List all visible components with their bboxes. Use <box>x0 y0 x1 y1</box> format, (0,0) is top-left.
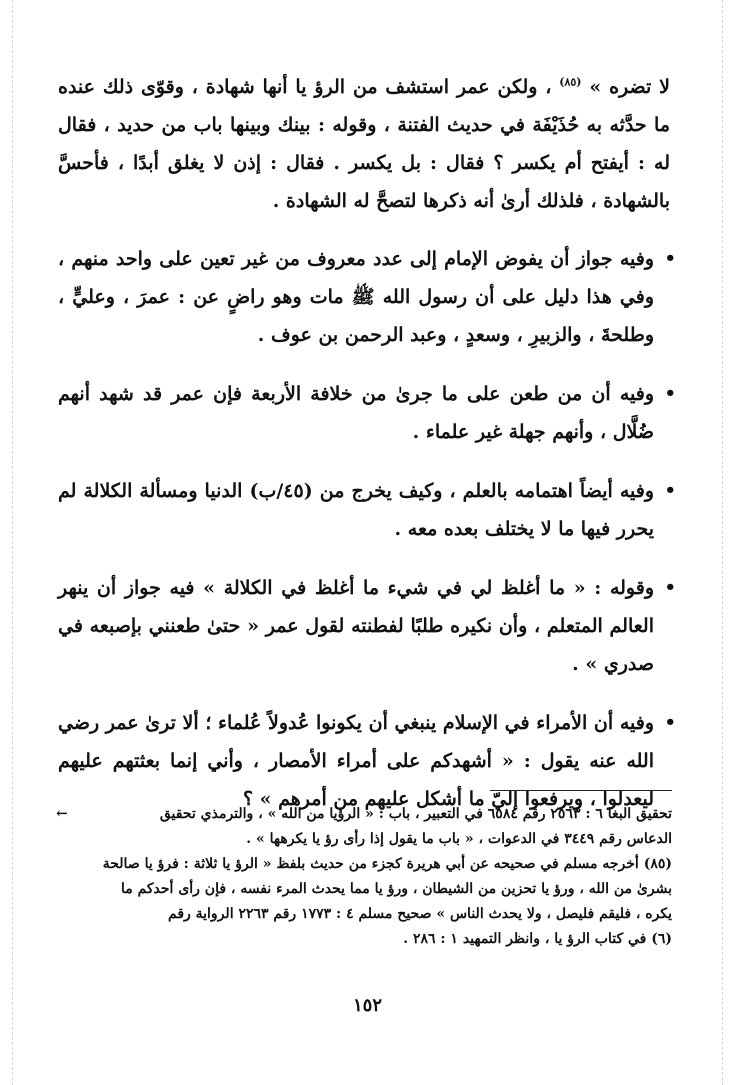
paragraph-2-text: وفيه جواز أن يفوض الإمام إلى عدد معروف من غير تعين على واحد منهم ، وفي هذا دليل على أن رسول الله ﷺ مات وهو راضٍ عن : عمرَ ، وعليٍّ ، وطلحةَ ، والزبيرِ ، وسعدٍ ، وعبد الرحمن بن عوف . <box>58 248 654 346</box>
paragraph-1 <box>58 68 670 220</box>
bullet-icon: • <box>664 248 676 269</box>
paragraph-1-text-before: لا تضره » <box>589 76 670 98</box>
paragraph-3 <box>58 375 676 451</box>
bullet-icon: • <box>664 712 676 733</box>
footnote-continuation-line-2 <box>58 827 672 852</box>
page-number: ١٥٢ <box>352 995 382 1016</box>
bullet-icon: • <box>664 383 676 404</box>
footnote-separator <box>490 790 672 791</box>
scan-border-right <box>722 0 723 1085</box>
footnote-85-line-2 <box>58 877 672 902</box>
paragraph-2 <box>58 240 676 354</box>
paragraph-1-text-after: ، ولكن عمر استشف من الرؤ يا أنها شهادة ، وقوّى ذلك عنده ما حدَّثه به حُذَيْفَة في حديث الفتنة ، وقوله : بينك وبينها باب من حديد ، فقال له : أيفتح أم يكسر ؟ فقال : بل يكسر . فقال : إذن لا يغلق أبدًا ، فأحسَّ بالشهادة ، فلذلك أرىٰ أنه ذكرها لتصحَّ له الشهادة . <box>58 76 670 212</box>
footnote-ref-85: (٨٥) <box>559 75 582 89</box>
paragraph-4 <box>58 472 676 548</box>
footnote-continuation-line-1 <box>58 802 672 827</box>
footnote-85-line-3 <box>58 902 672 927</box>
footnote-85-label: (٨٥) <box>643 856 672 872</box>
paragraph-6 <box>58 704 676 818</box>
footnote-continuation-text-2: الدعاس رقم ٣٤٤٩ في الدعوات ، « باب ما يقول إذا رأى رؤ يا يكرهها » . <box>246 831 672 847</box>
footnote-continuation-text-1: تحقيق البغا ٦ : ٢٥٦٣ رقم ٦٥٨٤ في التعبير ، باب : « الرؤيا من الله » ، والترمذي تحقيق <box>159 806 672 822</box>
scan-border-left <box>12 0 13 1085</box>
footnote-85-text-1: أخرجه مسلم في صحيحه عن أبي هريرة كجزء من حديث بلفظ « الرؤ يا ثلاثة : فرؤ يا صالحة <box>102 856 639 872</box>
footnote-85-line-4 <box>58 927 672 952</box>
paragraph-3-text: وفيه أن من طعن على ما جرىٰ من خلافة الأربعة فإن عمر قد شهد أنهم ضُلَّال ، وأنهم جهلة غير علماء . <box>58 383 654 443</box>
continuation-arrow-icon: ← <box>56 806 68 822</box>
paragraph-5-text: وقوله : « ما أغلظ لي في شيء ما أغلظ في الكلالة » فيه جواز أن ينهر العالم المتعلم ، وأن نكيره طلبًا لفطنته لقول عمر « حتىٰ طعنني بإصبعه في صدري » . <box>58 577 654 675</box>
footnote-85-text-4: (٦) في كتاب الرؤ يا ، وانظر التمهيد ١ : ٢٨٦ . <box>403 931 672 947</box>
footnote-85-text-3: يكره ، فليقم فليصل ، ولا يحدث الناس » صحيح مسلم ٤ : ١٧٧٣ رقم ٢٢٦٣ الرواية رقم <box>168 906 672 922</box>
paragraph-4-text: وفيه أيضاً اهتمامه بالعلم ، وكيف يخرج من (٤٥/ب) الدنيا ومسألة الكلالة لم يحرر فيها ما لا يختلف بعده معه . <box>58 480 654 540</box>
paragraph-6-text: وفيه أن الأمراء في الإسلام ينبغي أن يكونوا عُدولاً عُلماء ؛ ألا ترىٰ عمر رضي الله عنه يقول : « أشهدكم على أمراء الأمصار ، وأني إنما بعثتهم عليهم ليعدلوا ، ويرفعوا إليّ ما أشكل عليهم من أمرهم » ؟ <box>58 712 654 810</box>
footnote-85-text-2: بشرىٰ من الله ، ورؤ يا تحزين من الشيطان ، ورؤ يا مما يحدث المرء نفسه ، فإن رأى أحدكم ما <box>120 881 672 897</box>
bullet-icon: • <box>664 577 676 598</box>
paragraph-5 <box>58 569 676 683</box>
footnotes-section <box>58 802 672 952</box>
footnote-85-line-1 <box>58 852 672 877</box>
bullet-icon: • <box>664 480 676 501</box>
